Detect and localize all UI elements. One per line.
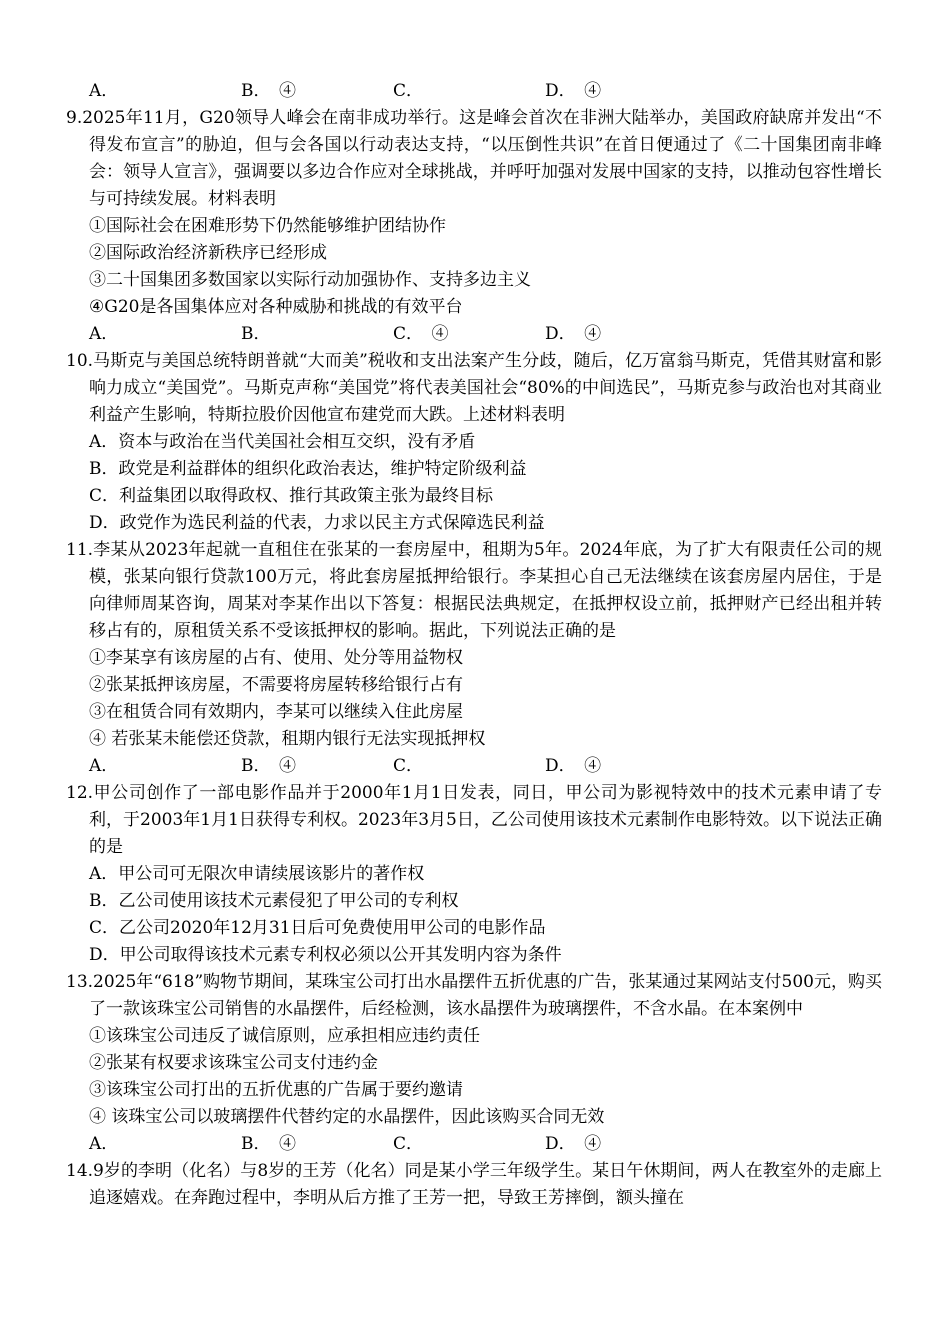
choice: D．甲公司取得该技术元素专利权必须以公开其发明内容为条件 — [89, 945, 562, 965]
option-d: D． ④ — [545, 1134, 602, 1154]
question-11 — [66, 537, 882, 780]
statement: ③在租赁合同有效期内，李某可以继续入住此房屋 — [89, 702, 463, 722]
option-a: A． — [89, 324, 119, 344]
answer-options — [89, 753, 882, 780]
choice: B．乙公司使用该技术元素侵犯了甲公司的专利权 — [89, 891, 459, 911]
statement: ①该珠宝公司违反了诚信原则，应承担相应违约责任 — [89, 1026, 480, 1046]
answer-options — [89, 1131, 882, 1158]
option-d: D． ④ — [545, 324, 602, 344]
answer-options — [89, 321, 882, 348]
statement: ②国际政治经济新秩序已经形成 — [89, 243, 327, 263]
question-10 — [66, 348, 882, 537]
statement: ②张某有权要求该珠宝公司支付违约金 — [89, 1053, 378, 1073]
option-b: B． ④ — [241, 1134, 296, 1154]
statement: ③该珠宝公司打出的五折优惠的广告属于要约邀请 — [89, 1080, 463, 1100]
answer-options — [89, 78, 882, 105]
question-stem: 11.李某从2023年起就一直租住在张某的一套房屋中，租期为5年。2024年底，为了扩大有限责任公司的规模，张某向银行贷款100万元，将此套房屋抵押给银行。李某担心自己无法继续在该套房屋内居住，于是向律师周某咨询，周某对李某作出以下答复：根据民法典规定，在抵押权设立前，抵押财产已经出租并转移占有的，原租赁关系不受该抵押权的影响。据此，下列说法正确的是 — [66, 540, 882, 641]
question-stem: 14.9岁的李明（化名）与8岁的王芳（化名）同是某小学三年级学生。某日午休期间，两人在教室外的走廊上追逐嬉戏。在奔跑过程中，李明从后方推了王芳一把，导致王芳摔倒，额头撞在 — [66, 1161, 882, 1208]
choice: A．资本与政治在当代美国社会相互交织，没有矛盾 — [89, 432, 476, 452]
question-9 — [66, 105, 882, 348]
option-d: D． ④ — [545, 756, 602, 776]
option-c: C． — [393, 81, 424, 101]
choice: C．利益集团以取得政权、推行其政策主张为最终目标 — [89, 486, 494, 506]
statement: ④ 该珠宝公司以玻璃摆件代替约定的水晶摆件，因此该购买合同无效 — [89, 1107, 605, 1127]
option-a: A． — [89, 81, 119, 101]
statement: ①国际社会在困难形势下仍然能够维护团结协作 — [89, 216, 446, 236]
option-a: A． — [89, 1134, 119, 1154]
option-c: C． ④ — [393, 324, 449, 344]
statement: ④G20是各国集体应对各种威胁和挑战的有效平台 — [89, 297, 463, 317]
statement: ③二十国集团多数国家以实际行动加强协作、支持多边主义 — [89, 270, 531, 290]
choice: D．政党作为选民利益的代表，力求以民主方式保障选民利益 — [89, 513, 545, 533]
option-b: B． — [241, 324, 271, 344]
choice: B．政党是利益群体的组织化政治表达，维护特定阶级利益 — [89, 459, 527, 479]
option-c: C． — [393, 756, 424, 776]
option-c: C． — [393, 1134, 424, 1154]
statement: ②张某抵押该房屋，不需要将房屋转移给银行占有 — [89, 675, 463, 695]
question-stem: 12.甲公司创作了一部电影作品并于2000年1月1日发表，同日，甲公司为影视特效中的技术元素申请了专利，于2003年1月1日获得专利权。2023年3月5日，乙公司使用该技术元素制作电影特效。以下说法正确的是 — [66, 783, 882, 857]
option-b: B． ④ — [241, 81, 296, 101]
option-d: D． ④ — [545, 81, 602, 101]
choice: C．乙公司2020年12月31日后可免费使用甲公司的电影作品 — [89, 918, 546, 938]
option-b: B． ④ — [241, 756, 296, 776]
question-13 — [66, 969, 882, 1158]
question-stem: 9.2025年11月，G20领导人峰会在南非成功举行。这是峰会首次在非洲大陆举办，美国政府缺席并发出“不得发布宣言”的胁迫，但与会各国以行动表达支持，“以压倒性共识”在首日便通过了《二十国集团南非峰会：领导人宣言》，强调要以多边合作应对全球挑战，并呼吁加强对发展中国家的支持，以推动包容性增长与可持续发展。材料表明 — [66, 108, 882, 209]
question-stem: 10.马斯克与美国总统特朗普就“大而美”税收和支出法案产生分歧，随后，亿万富翁马斯克，凭借其财富和影响力成立“美国党”。马斯克声称“美国党”将代表美国社会“80%的中间选民”，马斯克参与政治也对其商业利益产生影响，特斯拉股价因他宣布建党而大跌。上述材料表明 — [66, 351, 882, 425]
question-stem: 13.2025年“618”购物节期间，某珠宝公司打出水晶摆件五折优惠的广告，张某通过某网站支付500元，购买了一款该珠宝公司销售的水晶摆件，后经检测，该水晶摆件为玻璃摆件，不含水晶。在本案例中 — [66, 972, 882, 1019]
statement: ①李某享有该房屋的占有、使用、处分等用益物权 — [89, 648, 463, 668]
question-14 — [66, 1158, 882, 1212]
statement: ④ 若张某未能偿还贷款，租期内银行无法实现抵押权 — [89, 729, 486, 749]
option-a: A． — [89, 756, 119, 776]
choice: A．甲公司可无限次申请续展该影片的著作权 — [89, 864, 425, 884]
question-12 — [66, 780, 882, 969]
